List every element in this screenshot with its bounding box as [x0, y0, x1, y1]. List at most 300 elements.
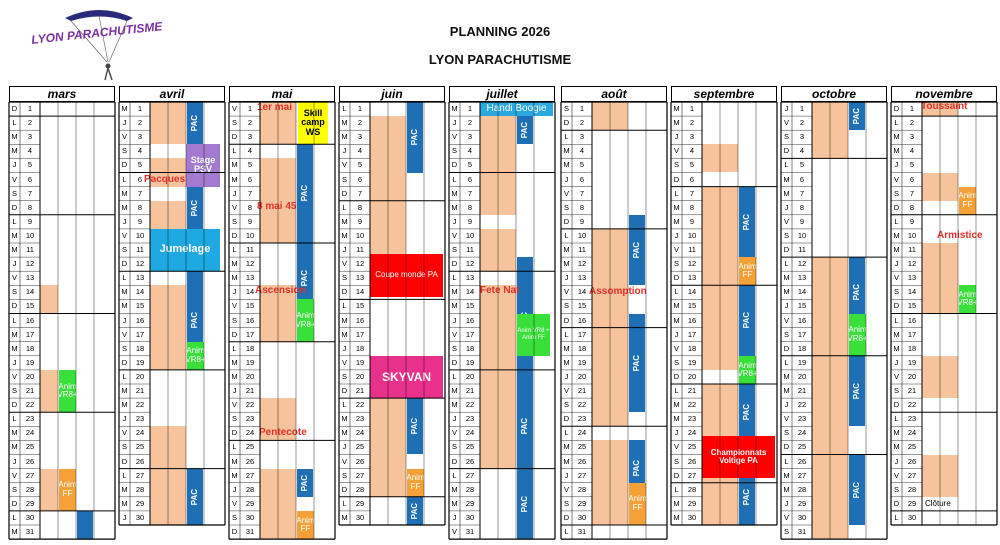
- day-letter: S: [563, 301, 569, 311]
- month-grid: [671, 102, 777, 525]
- day-number: 14: [907, 287, 917, 297]
- day-number: 25: [797, 442, 807, 452]
- pac-block-label: PAC: [409, 129, 419, 146]
- day-number: 4: [799, 146, 805, 156]
- day-letter: D: [451, 357, 458, 367]
- pac-block-label: PAC: [299, 270, 309, 287]
- jumelage-event-label: Jumelage: [159, 243, 211, 256]
- day-letter: M: [451, 400, 458, 410]
- day-letter: V: [783, 414, 789, 424]
- month-août: [561, 86, 667, 540]
- day-number: 26: [245, 456, 255, 466]
- day-number: 17: [25, 329, 35, 339]
- day-letter: J: [342, 146, 347, 156]
- day-letter: M: [341, 512, 348, 522]
- day-letter: S: [673, 259, 679, 269]
- day-number: 22: [907, 400, 917, 410]
- championnats-event-label: Championnats Voltige PA: [710, 447, 767, 466]
- anim-vr-badge-label: Anim VR8+: [185, 346, 206, 364]
- day-letter: M: [563, 160, 570, 170]
- pac-block-label: PAC: [519, 122, 529, 139]
- day-letter: M: [231, 371, 238, 381]
- day-letter: J: [342, 245, 347, 254]
- day-letter: M: [231, 357, 238, 367]
- day-letter: J: [452, 118, 457, 128]
- day-number: 6: [27, 174, 33, 184]
- day-number: 30: [465, 512, 475, 522]
- day-number: 28: [135, 484, 145, 494]
- day-letter: D: [11, 400, 18, 410]
- day-number: 30: [245, 512, 255, 522]
- day-letter: D: [121, 259, 128, 269]
- day-letter: D: [783, 245, 790, 254]
- day-letter: L: [122, 470, 127, 480]
- day-number: 4: [247, 146, 253, 156]
- day-number: 29: [465, 498, 475, 508]
- day-number: 12: [577, 259, 587, 269]
- day-number: 11: [908, 245, 916, 254]
- day-letter: L: [452, 470, 457, 480]
- day-number: 18: [907, 343, 917, 353]
- pentecote-label: Pentecote: [259, 427, 307, 439]
- day-letter: V: [121, 428, 127, 438]
- day-number: 19: [355, 357, 365, 367]
- day-number: 15: [907, 301, 917, 311]
- pac-block-label: PAC: [519, 495, 529, 512]
- day-number: 12: [687, 259, 697, 269]
- day-number: 20: [245, 371, 255, 381]
- day-letter: V: [341, 160, 347, 170]
- day-letter: J: [564, 174, 569, 184]
- day-number: 16: [135, 315, 145, 325]
- day-letter: V: [673, 146, 679, 156]
- pac-block-label: PAC: [851, 481, 861, 498]
- day-letter: L: [342, 498, 347, 508]
- day-letter: J: [122, 118, 127, 128]
- day-number: 8: [247, 202, 253, 212]
- day-letter: L: [232, 146, 237, 156]
- day-number: 24: [465, 428, 475, 438]
- day-number: 19: [465, 357, 475, 367]
- pac-block-label: PAC: [741, 213, 751, 230]
- day-letter: S: [563, 104, 569, 113]
- day-number: 5: [137, 160, 143, 170]
- day-number: 14: [797, 287, 807, 297]
- day-number: 16: [355, 315, 365, 325]
- month-grid: [561, 102, 667, 539]
- skyvan-event-label: SKYVAN: [381, 369, 432, 384]
- day-letter: V: [563, 287, 569, 297]
- day-letter: L: [894, 118, 899, 128]
- day-letter: L: [12, 414, 17, 424]
- day-number: 5: [27, 160, 33, 170]
- day-number: 9: [689, 216, 695, 226]
- day-letter: L: [452, 174, 457, 184]
- day-letter: M: [673, 104, 680, 113]
- day-letter: J: [894, 357, 899, 367]
- day-number: 27: [465, 470, 475, 480]
- day-number: 31: [797, 527, 807, 536]
- day-letter: J: [232, 386, 237, 395]
- day-number: 11: [578, 245, 586, 254]
- day-number: 21: [907, 386, 917, 395]
- day-letter: D: [783, 343, 790, 353]
- day-letter: V: [11, 371, 17, 381]
- day-number: 7: [137, 188, 143, 198]
- day-letter: V: [893, 273, 899, 283]
- day-number: 10: [907, 230, 917, 240]
- day-letter: D: [893, 202, 900, 212]
- day-number: 30: [25, 512, 35, 522]
- day-letter: D: [563, 414, 570, 424]
- day-number: 13: [355, 273, 365, 283]
- day-number: 19: [135, 357, 145, 367]
- day-letter: V: [231, 400, 237, 410]
- day-letter: S: [231, 414, 237, 424]
- day-letter: D: [563, 512, 570, 522]
- day-number: 19: [907, 357, 917, 367]
- pac-block-label: PAC: [299, 474, 309, 491]
- day-number: 6: [247, 174, 253, 184]
- day-letter: V: [563, 386, 569, 395]
- day-number: 26: [25, 456, 35, 466]
- day-letter: S: [563, 400, 569, 410]
- day-number: 20: [687, 371, 697, 381]
- day-number: 3: [799, 132, 805, 142]
- day-number: 9: [357, 216, 363, 226]
- day-letter: V: [231, 301, 237, 311]
- day-letter: M: [231, 160, 238, 170]
- day-letter: S: [231, 512, 237, 522]
- pac-block-label: PAC: [189, 312, 199, 329]
- day-letter: L: [12, 216, 17, 226]
- day-letter: L: [232, 343, 237, 353]
- day-number: 30: [135, 512, 145, 522]
- day-number: 4: [27, 146, 33, 156]
- day-number: 27: [355, 470, 365, 480]
- day-number: 10: [797, 230, 807, 240]
- day-number: 20: [797, 371, 807, 381]
- logo: [25, 4, 165, 84]
- day-letter: M: [893, 343, 900, 353]
- day-letter: D: [11, 104, 18, 113]
- day-letter: D: [673, 470, 680, 480]
- day-letter: D: [121, 357, 128, 367]
- day-number: 1: [27, 104, 33, 113]
- day-letter: S: [893, 287, 899, 297]
- day-letter: D: [121, 160, 128, 170]
- day-number: 28: [577, 484, 587, 494]
- day-number: 17: [577, 329, 587, 339]
- day-letter: V: [121, 230, 127, 240]
- month-header: septembre: [671, 86, 777, 102]
- day-letter: S: [231, 118, 237, 128]
- day-number: 12: [355, 259, 365, 269]
- day-number: 9: [467, 216, 473, 226]
- day-number: 24: [797, 428, 807, 438]
- day-letter: M: [11, 245, 18, 254]
- day-number: 3: [357, 132, 363, 142]
- day-number: 25: [245, 442, 255, 452]
- day-letter: M: [121, 287, 128, 297]
- skill-camp-event-label: Skill camp WS: [301, 107, 325, 137]
- day-letter: M: [673, 216, 680, 226]
- day-number: 15: [577, 301, 587, 311]
- day-number: 4: [579, 146, 585, 156]
- day-number: 7: [27, 188, 33, 198]
- day-number: 14: [577, 287, 587, 297]
- day-letter: L: [784, 456, 789, 466]
- day-number: 19: [687, 357, 697, 367]
- day-number: 2: [247, 118, 253, 128]
- day-letter: M: [451, 484, 458, 494]
- day-letter: M: [783, 273, 790, 283]
- day-letter: J: [452, 315, 457, 325]
- day-number: 20: [135, 371, 145, 381]
- grid-lines: [9, 102, 115, 540]
- day-letter: J: [564, 273, 569, 283]
- day-letter: D: [231, 329, 238, 339]
- day-number: 28: [797, 484, 807, 494]
- day-number: 2: [689, 118, 695, 128]
- day-letter: L: [12, 118, 17, 128]
- pac-block-label: PAC: [189, 115, 199, 132]
- day-letter: J: [232, 188, 237, 198]
- day-number: 6: [467, 174, 473, 184]
- anim-ff-badge-label: Anim FF: [628, 494, 647, 512]
- day-letter: J: [674, 329, 679, 339]
- day-letter: L: [674, 386, 679, 395]
- day-number: 26: [797, 456, 807, 466]
- day-number: 3: [579, 132, 585, 142]
- day-number: 22: [135, 400, 145, 410]
- day-number: 1: [799, 104, 805, 113]
- pac-block-label: PAC: [299, 185, 309, 202]
- day-number: 1: [579, 104, 585, 113]
- day-number: 27: [25, 470, 35, 480]
- month-header: août: [561, 86, 667, 102]
- day-number: 7: [689, 188, 695, 198]
- day-number: 3: [909, 132, 915, 142]
- day-number: 30: [797, 512, 807, 522]
- huit-mai-label: 8 mai 45: [257, 200, 297, 212]
- day-letter: J: [784, 400, 789, 410]
- day-number: 26: [135, 456, 145, 466]
- day-number: 2: [137, 118, 143, 128]
- day-letter: M: [563, 146, 570, 156]
- day-letter: M: [563, 442, 570, 452]
- day-number: 2: [579, 118, 585, 128]
- day-number: 5: [799, 160, 805, 170]
- day-number: 20: [25, 371, 35, 381]
- day-letter: L: [342, 301, 347, 311]
- day-letter: M: [563, 357, 570, 367]
- day-letter: L: [894, 315, 899, 325]
- day-letter: D: [231, 428, 238, 438]
- day-number: 24: [577, 428, 587, 438]
- day-letter: L: [342, 202, 347, 212]
- pac-block-label: PAC: [741, 312, 751, 329]
- day-letter: V: [231, 104, 237, 113]
- day-number: 8: [689, 202, 695, 212]
- day-number: 15: [25, 301, 35, 311]
- day-number: 13: [577, 273, 587, 283]
- month-header: mai: [229, 86, 335, 102]
- day-number: 2: [909, 118, 915, 128]
- day-letter: J: [564, 470, 569, 480]
- day-number: 1: [909, 104, 915, 113]
- day-number: 8: [357, 202, 363, 212]
- day-letter: J: [564, 371, 569, 381]
- day-letter: M: [783, 386, 790, 395]
- coupe-monde-event-label: Coupe monde PA: [375, 270, 438, 280]
- day-number: 18: [465, 343, 475, 353]
- day-number: 27: [797, 470, 807, 480]
- day-number: 28: [907, 484, 917, 494]
- day-letter: V: [783, 315, 789, 325]
- day-letter: M: [783, 174, 790, 184]
- day-letter: M: [341, 132, 348, 142]
- day-letter: M: [231, 273, 238, 283]
- day-letter: M: [451, 104, 458, 113]
- day-number: 18: [25, 343, 35, 353]
- day-number: 31: [577, 527, 587, 536]
- day-letter: L: [342, 104, 347, 113]
- grid-lines: [561, 102, 667, 540]
- day-number: 21: [25, 386, 35, 395]
- day-letter: V: [783, 216, 789, 226]
- day-letter: L: [232, 442, 237, 452]
- day-number: 10: [687, 230, 697, 240]
- day-letter: M: [121, 386, 128, 395]
- day-letter: J: [122, 315, 127, 325]
- day-number: 23: [907, 414, 917, 424]
- day-letter: M: [341, 230, 348, 240]
- day-number: 7: [799, 188, 805, 198]
- day-number: 29: [907, 498, 917, 508]
- day-number: 21: [797, 386, 807, 395]
- day-letter: D: [783, 146, 790, 156]
- day-letter: L: [674, 188, 679, 198]
- day-number: 21: [465, 386, 475, 395]
- month-grid: [781, 102, 887, 539]
- day-letter: V: [673, 245, 679, 254]
- day-number: 17: [245, 329, 255, 339]
- month-header: mars: [9, 86, 115, 102]
- day-number: 28: [465, 484, 475, 494]
- day-number: 18: [687, 343, 697, 353]
- day-letter: J: [122, 512, 127, 522]
- day-letter: J: [452, 216, 457, 226]
- day-letter: M: [563, 456, 570, 466]
- day-letter: V: [451, 132, 457, 142]
- day-letter: L: [452, 371, 457, 381]
- pacques-label: Pacques: [144, 173, 186, 185]
- day-letter: J: [12, 357, 17, 367]
- day-number: 23: [355, 414, 365, 424]
- day-number: 11: [136, 245, 144, 254]
- day-letter: M: [893, 245, 900, 254]
- day-number: 6: [137, 174, 143, 184]
- day-number: 19: [797, 357, 807, 367]
- day-number: 23: [465, 414, 475, 424]
- pac-block-label: PAC: [631, 460, 641, 477]
- day-number: 14: [355, 287, 365, 297]
- day-letter: M: [451, 202, 458, 212]
- day-number: 11: [246, 245, 254, 254]
- day-letter: J: [894, 456, 899, 466]
- month-grid: [339, 102, 445, 525]
- day-letter: S: [11, 188, 17, 198]
- anim-ff-badge-label: Anim FF: [406, 473, 425, 491]
- day-letter: M: [231, 456, 238, 466]
- month-header: juillet: [449, 86, 555, 102]
- day-letter: M: [11, 343, 18, 353]
- day-number: 9: [799, 216, 805, 226]
- day-letter: S: [451, 146, 457, 156]
- day-number: 8: [27, 202, 33, 212]
- day-number: 25: [355, 442, 365, 452]
- day-letter: D: [563, 315, 570, 325]
- day-letter: D: [451, 456, 458, 466]
- day-number: 14: [25, 287, 35, 297]
- day-number: 25: [687, 442, 697, 452]
- day-letter: S: [341, 470, 347, 480]
- day-letter: S: [451, 245, 457, 254]
- day-number: 16: [797, 315, 807, 325]
- day-number: 12: [465, 259, 475, 269]
- day-letter: D: [341, 484, 348, 494]
- day-number: 30: [907, 512, 917, 522]
- day-number: 21: [577, 386, 587, 395]
- anim-vr-badge-label: Anim VR8+: [295, 311, 316, 329]
- pac-block-label: PAC: [851, 107, 861, 125]
- anim-vr-badge-label: Anim VR8+: [957, 290, 978, 308]
- day-number: 29: [135, 498, 145, 508]
- day-number: 11: [466, 245, 474, 254]
- day-letter: M: [563, 245, 570, 254]
- day-letter: S: [451, 442, 457, 452]
- day-letter: M: [451, 188, 458, 198]
- day-letter: D: [231, 230, 238, 240]
- day-letter: S: [341, 273, 347, 283]
- day-number: 22: [245, 400, 255, 410]
- day-number: 12: [245, 259, 255, 269]
- day-letter: M: [893, 329, 900, 339]
- grid-lines: [781, 102, 887, 540]
- day-number: 24: [907, 428, 917, 438]
- day-letter: S: [783, 527, 789, 536]
- day-number: 6: [909, 174, 915, 184]
- day-number: 8: [909, 202, 915, 212]
- day-letter: M: [11, 146, 18, 156]
- day-letter: J: [784, 498, 789, 508]
- day-number: 3: [27, 132, 33, 142]
- pac-block-label: PAC: [519, 418, 529, 435]
- day-number: 23: [245, 414, 255, 424]
- day-number: 22: [797, 400, 807, 410]
- day-number: 4: [909, 146, 915, 156]
- day-number: 9: [909, 216, 915, 226]
- day-letter: S: [783, 428, 789, 438]
- day-number: 23: [577, 414, 587, 424]
- day-letter: V: [341, 259, 347, 269]
- day-letter: M: [673, 400, 680, 410]
- day-letter: L: [122, 371, 127, 381]
- day-letter: M: [11, 230, 18, 240]
- fete-nat-label: Fete Nat: [480, 285, 520, 297]
- pac-block-label: PAC: [741, 404, 751, 421]
